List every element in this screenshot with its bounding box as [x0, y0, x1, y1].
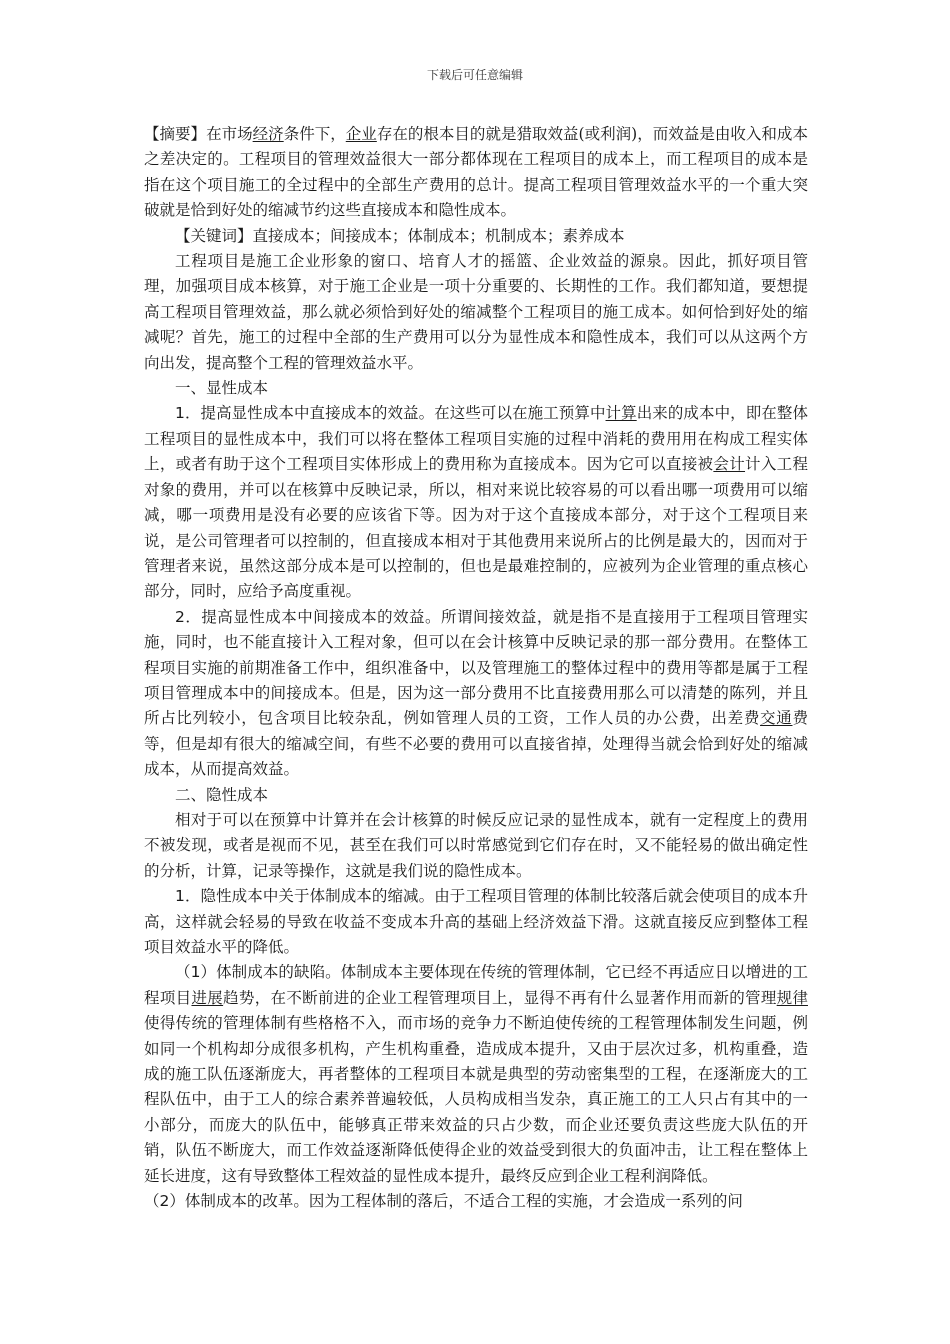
link-calculate[interactable]: 计算 [605, 404, 637, 423]
section1-p2-text-1: 提高显性成本中间接成本的效益。所谓间接效益，就是指不是直接用于工程项目管理实施，同时，也不能直接计入工程对象，但可以在会计核算中反映记录的那一部分费用。在整体工程项目实施的前期准备工作中，组织准备中，以及管理施工的整体过程中的费用等都是属于工程项目管理成本中的间接成本。但是，因为这一部分费用不比直接费用那么可以清楚的陈列，并且所占比列较小，包含项目比较杂乱，例如管理人员的工资，工作人员的办公费，出差费 [144, 607, 808, 728]
section1-p1-text-2: 出来的成本中，即在整体工程项目的显性成本中，我们可以将在整体工程项目实施的过程中消耗的费用用在构成工程实体上，或者有助于这个工程项目实体形成上的费用称为直接成本。因为它可以直接被 [144, 404, 808, 474]
link-rules[interactable]: 规律 [776, 988, 808, 1007]
sub2-text: 体制成本的改革。因为工程体制的落后，不适合工程的实施，才会造成一系列的问 [184, 1192, 743, 1211]
section2-subparagraph-1 [144, 960, 808, 1189]
sub1-text-2: 趋势，在不断前进的企业工程管理项目上，显得不再有什么显著作用而新的管理 [223, 988, 777, 1007]
document-body [144, 122, 808, 1214]
abstract-text-2: 条件下， [283, 125, 346, 143]
sub1-text-1: 体制成本的缺陷。体制成本主要体现在传统的管理体制，它已经不再适应日以增进的工程项目 [144, 963, 808, 1007]
intro-paragraph: 工程项目是施工企业形象的窗口、培育人才的摇篮、企业效益的源泉。因此，抓好项目管理，加强项目成本核算，对于施工企业是一项十分重要的、长期性的工作。我们都知道，要想提高工程项目管理效益，那么就必须恰到好处的缩减整个工程项目的施工成本。如何恰到好处的缩减呢？首先，施工的过程中全部的生产费用可以分为显性成本和隐性成本，我们可以从这两个方向出发，提高整个工程的管理效益水平。 [144, 252, 808, 372]
link-accounting[interactable]: 会计 [713, 455, 746, 474]
section1-p2-number: 2． [175, 607, 202, 626]
section1-heading: 一、显性成本 [175, 379, 269, 398]
link-progress[interactable]: 进展 [191, 988, 224, 1007]
section1-p1-text-1: 提高显性成本中直接成本的效益。在这些可以在施工预算中 [200, 404, 606, 423]
section1-paragraph-1 [144, 401, 808, 604]
section2-p1-number: 1． [175, 887, 201, 906]
section2-p1-text: 隐性成本中关于体制成本的缩减。由于工程项目管理的体制比较落后就会使项目的成本升高，这样就会轻易的导致在收益不变成本升高的基础上经济效益下滑。这就直接反应到整体工程项目效益水平的降低。 [144, 887, 808, 956]
abstract-paragraph [144, 122, 808, 224]
section2-subparagraph-2 [144, 1189, 808, 1214]
link-enterprise[interactable]: 企业 [345, 125, 377, 143]
page-header: 下载后可任意编辑 [426, 68, 523, 82]
keywords-paragraph [144, 224, 808, 249]
link-economy[interactable]: 经济 [252, 125, 284, 143]
keywords-label: 【关键词】 [175, 226, 253, 245]
section2-paragraph-1 [144, 884, 808, 960]
section1-p1-text-3: 计入工程对象的费用，并可以在核算中反映记录，所以，相对来说比较容易的可以看出哪一项费用可以缩减，哪一项费用是没有必要的应该省下等。因为对于这个直接成本部分，对于这个工程项目来说，是公司管理者可以控制的，但直接成本相对于其他费用来说所占的比例是最大的，因而对于管理者来说，虽然这部分成本是可以控制的，但也是最难控制的，应被列为企业管理的重点核心部分，同时，应给予高度重视。 [144, 455, 808, 601]
abstract-text-1: 在市场 [206, 125, 253, 143]
section2-heading: 二、隐性成本 [175, 785, 269, 804]
sub1-text-3: 使得传统的管理体制有些格格不入，而市场的竞争力不断迫使传统的工程管理体制发生问题，例如同一个机构却分成很多机构，产生机构重叠，造成成本提升，又由于层次过多，机构重叠，造成的施工队伍逐渐庞大，再者整体的工程项目本就是典型的劳动密集型的工程，在逐渐庞大的工程队伍中，由于工人的综合素养普遍较低，人员构成相当发杂，真正施工的工人只占有其中的一小部分，而庞大的队伍中，能够真正带来效益的只占少数，而企业还要负责这些庞大队伍的开销，队伍不断庞大，而工作效益逐渐降低使得企业的效益受到很大的负面冲击，让工程在整体上延长进度，这有导致整体工程效益的显性成本提升，最终反应到企业工程利润降低。 [144, 1014, 808, 1185]
section1-p2-text-2: 费等，但是却有很大的缩减空间，有些不必要的费用可以直接省掉，处理得当就会恰到好处的缩减成本，从而提高效益。 [144, 709, 808, 779]
link-traffic[interactable]: 交通 [760, 709, 793, 728]
keywords-text: 直接成本；间接成本；体制成本；机制成本；素养成本 [252, 226, 625, 245]
sub2-number: （2） [144, 1192, 185, 1211]
sub1-number: （1） [175, 963, 217, 982]
section1-paragraph-2 [144, 605, 808, 783]
abstract-label: 【摘要】 [144, 125, 207, 143]
abstract-text-3: 存在的根本目的就是猎取效益(或利润)，而效益是由收入和成本之差决定的。工程项目的管理效益很大一部分都体现在工程项目的成本上，而工程项目的成本是指在这个项目施工的全过程中的全部生产费用的总计。提高工程项目管理效益水平的一个重大突破就是恰到好处的缩减节约这些直接成本和隐性成本。 [144, 125, 808, 220]
section2-intro-paragraph: 相对于可以在预算中计算并在会计核算的时候反应记录的显性成本，就有一定程度上的费用不被发现，或者是视而不见，甚至在我们可以时常感觉到它们存在时，又不能轻易的做出确定性的分析，计算，记录等操作，这就是我们说的隐性成本。 [144, 810, 808, 880]
section1-p1-number: 1． [175, 404, 201, 423]
